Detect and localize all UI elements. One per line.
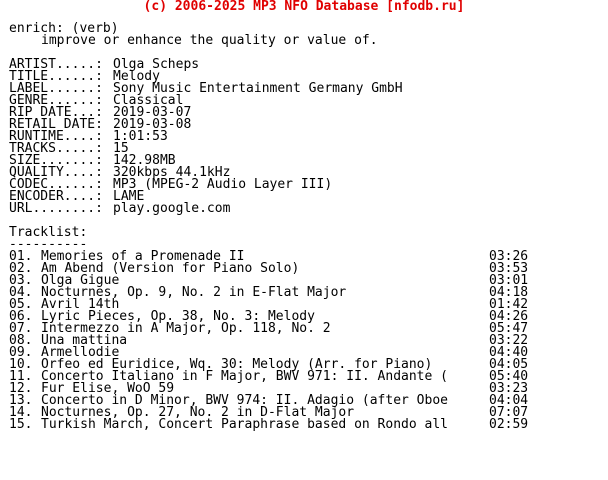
track-title: Nocturnes, Op. 27, No. 2 in D-Flat Major [41, 405, 355, 420]
info-key: CODEC......: [9, 177, 103, 192]
tracklist-heading: Tracklist: [9, 225, 88, 240]
track-duration: 03:23 [489, 381, 529, 396]
track-duration: 03:53 [489, 261, 529, 276]
track-duration: 03:01 [489, 273, 529, 288]
track-duration: 04:04 [489, 393, 529, 408]
info-value: 15 [113, 141, 129, 156]
track-duration: 01:42 [489, 297, 529, 312]
definition-term: enrich: (verb) [9, 21, 119, 36]
track-duration: 04:40 [489, 345, 529, 360]
definition-meaning: improve or enhance the quality or value of. [41, 33, 378, 48]
track-duration: 04:18 [489, 285, 529, 300]
track-number: 01. [9, 249, 33, 264]
info-key: TRACKS.....: [9, 141, 103, 156]
info-key: QUALITY....: [9, 165, 103, 180]
spacer [9, 215, 604, 227]
track-title: Olga Gigue [41, 273, 120, 288]
track-duration: 04:05 [489, 357, 529, 372]
track-title: Una mattina [41, 333, 128, 348]
site-banner [0, 0, 608, 14]
info-value: Classical [113, 93, 184, 108]
track-number: 02. [9, 261, 33, 276]
track-number: 11. [9, 369, 33, 384]
track-title: Am Abend (Version for Piano Solo) [41, 261, 300, 276]
track-title: Nocturnes, Op. 9, No. 2 in E-Flat Major [41, 285, 347, 300]
track-number: 13. [9, 393, 33, 408]
info-key: RETAIL DATE: [9, 117, 103, 132]
tracklist-underline: ---------- [9, 237, 88, 252]
track-title: Concerto in D Minor, BWV 974: II. Adagio (after Oboe [41, 393, 448, 408]
info-key: URL........: [9, 201, 103, 216]
info-value: 142.98MB [113, 153, 176, 168]
track-duration: 03:26 [489, 249, 529, 264]
track-title: Avril 14th [41, 297, 120, 312]
info-key: SIZE.......: [9, 153, 103, 168]
track-duration: 04:26 [489, 309, 529, 324]
track-title: Orfeo ed Euridice, Wq. 30: Melody (Arr. for Piano) [41, 357, 433, 372]
track-title: Memories of a Promenade II [41, 249, 245, 264]
track-title: Lyric Pieces, Op. 38, No. 3: Melody [41, 309, 315, 324]
track-number: 10. [9, 357, 33, 372]
track-duration: 05:47 [489, 321, 529, 336]
track-row [9, 419, 604, 431]
info-key: ENCODER....: [9, 189, 103, 204]
track-title: Intermezzo in A Major, Op. 118, No. 2 [41, 321, 331, 336]
track-duration: 02:59 [489, 417, 529, 432]
track-list [9, 251, 604, 431]
info-key: GENRE......: [9, 93, 103, 108]
track-number: 08. [9, 333, 33, 348]
track-title: Turkish March, Concert Paraphrase based on Rondo all [41, 417, 448, 432]
info-value: 2019-03-08 [113, 117, 192, 132]
release-info [9, 59, 604, 215]
nfo-content [9, 23, 604, 431]
track-number: 06. [9, 309, 33, 324]
info-value: MP3 (MPEG-2 Audio Layer III) [113, 177, 333, 192]
info-key: RIP DATE...: [9, 105, 103, 120]
info-row [9, 203, 604, 215]
info-value: Olga Scheps [113, 57, 200, 72]
info-key: LABEL......: [9, 81, 103, 96]
info-value: Melody [113, 69, 160, 84]
track-number: 15. [9, 417, 33, 432]
track-title: Armellodie [41, 345, 120, 360]
track-number: 14. [9, 405, 33, 420]
track-number: 05. [9, 297, 33, 312]
track-title: Concerto Italiano in F Major, BWV 971: II. Andante ( [41, 369, 448, 384]
info-value: Sony Music Entertainment Germany GmbH [113, 81, 403, 96]
track-number: 07. [9, 321, 33, 336]
info-key: ARTIST.....: [9, 57, 103, 72]
track-number: 03. [9, 273, 33, 288]
info-key: RUNTIME....: [9, 129, 103, 144]
site-banner-link[interactable]: (c) 2006-2025 MP3 NFO Database [nfodb.ru] [143, 0, 465, 14]
info-value: 2019-03-07 [113, 105, 192, 120]
info-value: play.google.com [113, 201, 231, 216]
track-number: 12. [9, 381, 33, 396]
info-value: 1:01:53 [113, 129, 168, 144]
track-number: 04. [9, 285, 33, 300]
track-duration: 05:40 [489, 369, 529, 384]
track-duration: 07:07 [489, 405, 529, 420]
info-value: 320kbps 44.1kHz [113, 165, 231, 180]
track-number: 09. [9, 345, 33, 360]
info-key: TITLE......: [9, 69, 103, 84]
track-title: Fur Elise, WoO 59 [41, 381, 175, 396]
track-duration: 03:22 [489, 333, 529, 348]
info-value: LAME [113, 189, 145, 204]
